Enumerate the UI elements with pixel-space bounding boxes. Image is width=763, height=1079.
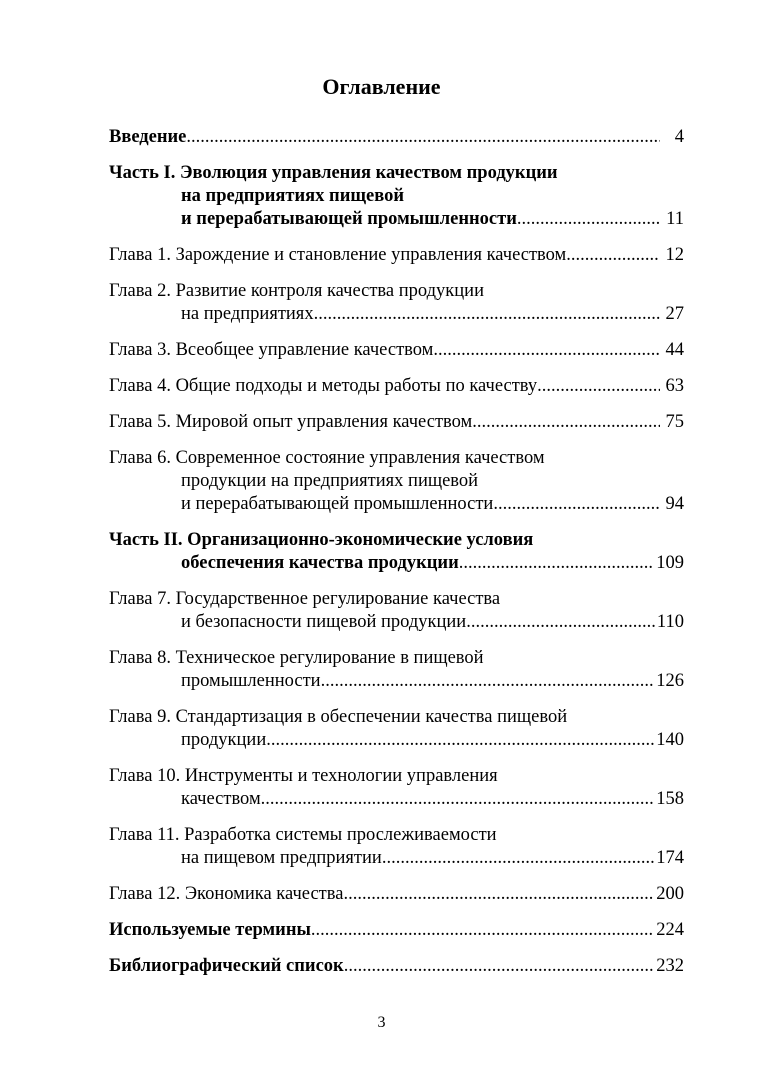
toc-entry-title [109,706,684,729]
toc-entry [109,883,684,906]
toc-entry-text: продукции [181,730,267,750]
toc-entry [109,919,684,942]
dot-leader [566,244,660,267]
dot-leader [343,883,654,906]
toc-page-number: 140 [656,730,684,750]
toc-entry-text: Глава 10. Инструменты и технологии управления [109,766,498,786]
toc-entry [109,955,684,978]
toc-entry-title [109,883,684,906]
toc-entry-title [109,280,684,303]
toc-entry-continuation [109,611,684,634]
dot-leader [311,919,654,942]
dot-leader [321,670,655,693]
toc-entry-title [109,588,684,611]
dot-leader [261,788,655,811]
toc-page-number: 174 [656,848,684,868]
toc-entry-text: Глава 8. Техническое регулирование в пищевой [109,648,484,668]
toc-entry-text: Глава 12. Экономика качества [109,884,344,904]
toc-entry-text: продукции на предприятиях пищевой [181,471,479,491]
dot-leader [459,552,655,575]
dot-leader [344,955,655,978]
toc-entry [109,647,684,693]
dot-leader [266,729,654,752]
dot-leader [517,208,660,231]
dot-leader [433,339,660,362]
dot-leader [472,411,660,434]
toc-page-number: 75 [665,412,684,432]
toc-entry-title [109,339,684,362]
toc-entry [109,447,684,516]
toc-entry-title [109,162,684,185]
toc-entry-text: обеспечения качества продукции [181,553,459,573]
toc-page-number: 4 [674,127,684,147]
toc-entry-text: Часть I. Эволюция управления качеством продукции [109,163,558,183]
toc-entry-text: Часть II. Организационно-экономические условия [109,530,534,550]
toc-entry-continuation [109,493,684,516]
toc-entry [109,706,684,752]
toc-entry-title [109,126,684,149]
toc-page-number: 126 [656,671,684,691]
page-number: 3 [377,1014,386,1031]
toc-entry-text: Глава 3. Всеобщее управление качеством [109,340,434,360]
toc-entry [109,375,684,398]
toc-entry [109,765,684,811]
table-of-contents [109,126,684,991]
toc-entry-text: на предприятиях [181,304,314,324]
toc-entry-text: на предприятиях пищевой [181,186,404,206]
toc-entry [109,244,684,267]
dot-leader [493,493,660,516]
toc-entry [109,824,684,870]
toc-page-number: 224 [656,920,684,940]
toc-page-number: 94 [665,494,684,514]
toc-entry-title [109,447,684,470]
toc-entry-title [109,955,684,978]
toc-page-number: 63 [665,376,684,396]
toc-entry-continuation [109,788,684,811]
toc-entry-continuation [109,552,684,575]
toc-page-number: 158 [656,789,684,809]
toc-page-number: 200 [656,884,684,904]
toc-page-number: 44 [665,340,684,360]
dot-leader [314,303,660,326]
page-title: Оглавление [322,74,441,99]
toc-entry-title [109,375,684,398]
toc-entry-title [109,244,684,267]
toc-entry-continuation [109,303,684,326]
toc-entry-text: Глава 7. Государственное регулирование качества [109,589,501,609]
toc-entry-title [109,411,684,434]
toc-entry [109,529,684,575]
dot-leader [382,847,654,870]
toc-entry-text: Библиографический список [109,956,344,976]
toc-page-number: 12 [665,245,684,265]
toc-entry-title [109,529,684,552]
toc-page-number: 109 [656,553,684,573]
toc-entry-text: и безопасности пищевой продукции [181,612,467,632]
toc-entry-text: Глава 1. Зарождение и становление управления качеством [109,245,567,265]
dot-leader [466,611,655,634]
toc-entry [109,339,684,362]
toc-entry-continuation [109,470,684,493]
toc-entry [109,411,684,434]
toc-page-number: 11 [666,209,684,229]
toc-entry-text: Глава 6. Современное состояние управления качеством [109,448,545,468]
toc-entry-text: Введение [109,127,187,147]
toc-entry-text: Глава 9. Стандартизация в обеспечении качества пищевой [109,707,568,727]
toc-entry-text: качеством [181,789,261,809]
dot-leader [537,375,660,398]
toc-entry-title [109,647,684,670]
toc-entry-text: Глава 4. Общие подходы и методы работы по качеству [109,376,538,396]
toc-page-number: 27 [665,304,684,324]
toc-entry-text: Глава 2. Развитие контроля качества продукции [109,281,484,301]
toc-entry-continuation [109,729,684,752]
toc-entry [109,280,684,326]
toc-entry-text: и перерабатывающей промышленности [181,494,494,514]
toc-entry-continuation [109,670,684,693]
toc-entry-title [109,824,684,847]
toc-entry [109,162,684,231]
toc-entry-text: Используемые термины [109,920,311,940]
toc-entry-text: Глава 5. Мировой опыт управления качеством [109,412,473,432]
toc-entry-continuation [109,208,684,231]
toc-entry-text: и перерабатывающей промышленности [181,209,517,229]
toc-page-number: 110 [656,612,684,632]
toc-entry-text: промышленности [181,671,321,691]
toc-entry [109,588,684,634]
toc-entry-title [109,765,684,788]
toc-entry-continuation [109,847,684,870]
toc-entry-text: на пищевом предприятии [181,848,382,868]
toc-entry-title [109,919,684,942]
toc-entry-text: Глава 11. Разработка системы прослеживаемости [109,825,497,845]
toc-entry-continuation [109,185,684,208]
dot-leader [186,126,660,149]
toc-entry [109,126,684,149]
toc-page-number: 232 [656,956,684,976]
